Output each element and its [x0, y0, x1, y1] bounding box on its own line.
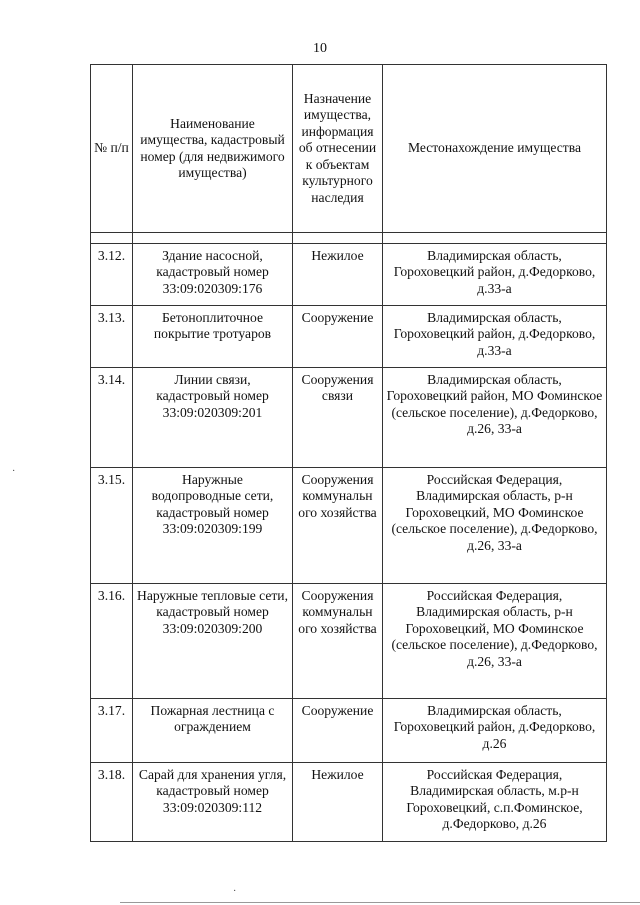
row-number: 3.15. [91, 468, 133, 584]
header-purpose: Назначение имущества, информация об отнесении к объектам культурного наследия [293, 65, 383, 233]
row-name: Линии связи, кадастровый номер 33:09:020309:201 [133, 368, 293, 468]
page-number: 10 [313, 41, 327, 56]
row-number: 3.16. [91, 584, 133, 699]
property-table [90, 64, 607, 842]
scan-speck: · [233, 886, 237, 897]
row-number: 3.14. [91, 368, 133, 468]
table-body [91, 233, 607, 842]
row-purpose: Сооружения коммунальн ого хозяйства [293, 468, 383, 584]
scan-speck: · [12, 466, 16, 477]
table-header [91, 65, 607, 233]
table-row [91, 306, 607, 368]
spacer-cell [293, 233, 383, 244]
spacer-cell [383, 233, 607, 244]
row-number: 3.12. [91, 244, 133, 306]
header-name: Наименование имущества, кадастровый номер (для недвижимого имущества) [133, 65, 293, 233]
row-location: Владимирская область, Гороховецкий район, д.Федорково, д.33-а [383, 306, 607, 368]
table-row [91, 699, 607, 763]
spacer-cell [91, 233, 133, 244]
row-name: Наружные тепловые сети, кадастровый номер 33:09:020309:200 [133, 584, 293, 699]
row-purpose: Нежилое [293, 763, 383, 842]
spacer-cell [133, 233, 293, 244]
header-location: Местонахождение имущества [383, 65, 607, 233]
scan-edge-line [120, 902, 640, 903]
row-purpose: Сооружения коммунальн ого хозяйства [293, 584, 383, 699]
table-row [91, 368, 607, 468]
table-row [91, 468, 607, 584]
row-name: Пожарная лестница с ограждением [133, 699, 293, 763]
row-name: Наружные водопроводные сети, кадастровый номер 33:09:020309:199 [133, 468, 293, 584]
row-location: Российская Федерация, Владимирская область, р-н Гороховецкий, МО Фоминское (сельское поселение), д.Федорково, д.26, 33-а [383, 468, 607, 584]
row-purpose: Нежилое [293, 244, 383, 306]
row-location: Владимирская область, Гороховецкий район, МО Фоминское (сельское поселение), д.Федорково, д.26, 33-а [383, 368, 607, 468]
row-location: Владимирская область, Гороховецкий район, д.Федорково, д.26 [383, 699, 607, 763]
row-purpose: Сооружение [293, 306, 383, 368]
table-row [91, 763, 607, 842]
row-purpose: Сооружение [293, 699, 383, 763]
header-number: № п/п [91, 65, 133, 233]
header-spacer-row [91, 233, 607, 244]
header-row [91, 65, 607, 233]
row-location: Владимирская область, Гороховецкий район, д.Федорково, д.33-а [383, 244, 607, 306]
table-row [91, 244, 607, 306]
row-name: Сарай для хранения угля, кадастровый номер 33:09:020309:112 [133, 763, 293, 842]
row-location: Российская Федерация, Владимирская область, р-н Гороховецкий, МО Фоминское (сельское поселение), д.Федорково, д.26, 33-а [383, 584, 607, 699]
row-name: Здание насосной, кадастровый номер 33:09:020309:176 [133, 244, 293, 306]
row-number: 3.18. [91, 763, 133, 842]
row-location: Российская Федерация, Владимирская область, м.р-н Гороховецкий, с.п.Фоминское, д.Федорково, д.26 [383, 763, 607, 842]
row-name: Бетоноплиточное покрытие тротуаров [133, 306, 293, 368]
table-row [91, 584, 607, 699]
row-number: 3.17. [91, 699, 133, 763]
row-purpose: Сооружения связи [293, 368, 383, 468]
row-number: 3.13. [91, 306, 133, 368]
